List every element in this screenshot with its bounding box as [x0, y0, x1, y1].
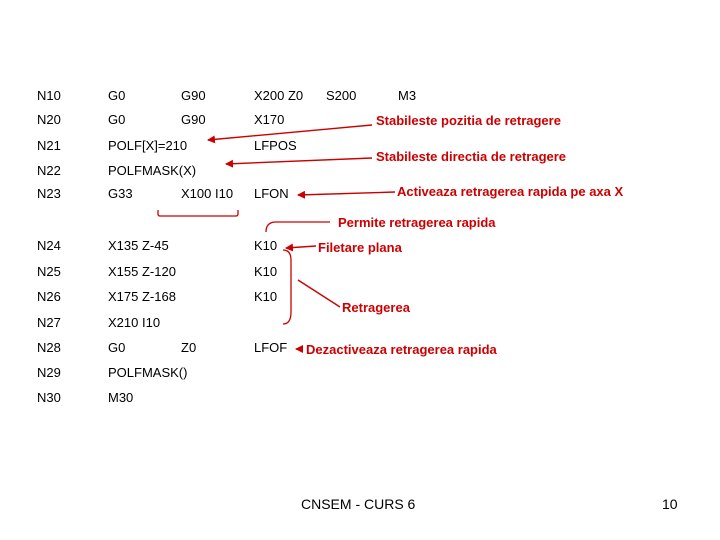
- annotation-allow-retract: Permite retragerea rapida: [338, 215, 496, 230]
- code-word: K10: [254, 289, 278, 304]
- code-word: K10: [254, 264, 278, 279]
- code-word: K10: [254, 238, 278, 253]
- block-number: N30: [37, 390, 61, 405]
- code-word: G90: [181, 88, 206, 103]
- code-word: X170: [254, 112, 285, 127]
- code-word: M30: [108, 390, 134, 405]
- block-number: N29: [37, 365, 61, 380]
- retract-line: [298, 280, 340, 307]
- code-word: X210 I10: [108, 315, 161, 330]
- block-number: N22: [37, 163, 61, 178]
- code-word: LFON: [254, 186, 289, 201]
- code-word: X175 Z-168: [108, 289, 176, 304]
- footer-course: CNSEM - CURS 6: [301, 496, 416, 512]
- code-word: G90: [181, 112, 206, 127]
- block-number: N24: [37, 238, 61, 253]
- brace-thread: [283, 250, 291, 324]
- page-number: 10: [662, 496, 678, 512]
- block-number: N20: [37, 112, 61, 127]
- block-number: N21: [37, 138, 61, 153]
- annotation-retract: Retragerea: [342, 300, 410, 315]
- code-word: Z0: [181, 340, 197, 355]
- block-number: N25: [37, 264, 61, 279]
- arrow-to-lfon: [298, 192, 395, 195]
- block-number: N28: [37, 340, 61, 355]
- arrow-to-polf: [208, 125, 372, 140]
- code-word: POLFMASK(): [108, 365, 188, 380]
- block-number: N10: [37, 88, 61, 103]
- code-word: X100 I10: [181, 186, 234, 201]
- annotation-position: Stabileste pozitia de retragere: [376, 113, 561, 128]
- code-word: G33: [108, 186, 133, 201]
- code-word: X135 Z-45: [108, 238, 169, 253]
- code-word: M3: [398, 88, 417, 103]
- arrow-to-k10: [286, 246, 316, 248]
- annotation-flat-thread: Filetare plana: [318, 240, 402, 255]
- code-word: X200 Z0: [254, 88, 304, 103]
- bracket-g33: [158, 210, 238, 216]
- code-word: X155 Z-120: [108, 264, 176, 279]
- code-word: S200: [326, 88, 357, 103]
- code-word: LFPOS: [254, 138, 297, 153]
- code-word: POLFMASK(X): [108, 163, 197, 178]
- brace-permite: [266, 222, 330, 232]
- code-word: G0: [108, 88, 126, 103]
- annotation-fast-retract: Activeaza retragerea rapida pe axa X: [397, 184, 624, 199]
- code-word: G0: [108, 112, 126, 127]
- block-number: N26: [37, 289, 61, 304]
- annotation-direction: Stabileste directia de retragere: [376, 149, 567, 164]
- block-number: N27: [37, 315, 61, 330]
- block-number: N23: [37, 186, 61, 201]
- code-word: LFOF: [254, 340, 288, 355]
- code-word: POLF[X]=210: [108, 138, 188, 153]
- annotation-deactivate: Dezactiveaza retragerea rapida: [306, 342, 497, 357]
- arrow-to-polfmask: [226, 158, 372, 164]
- code-word: G0: [108, 340, 126, 355]
